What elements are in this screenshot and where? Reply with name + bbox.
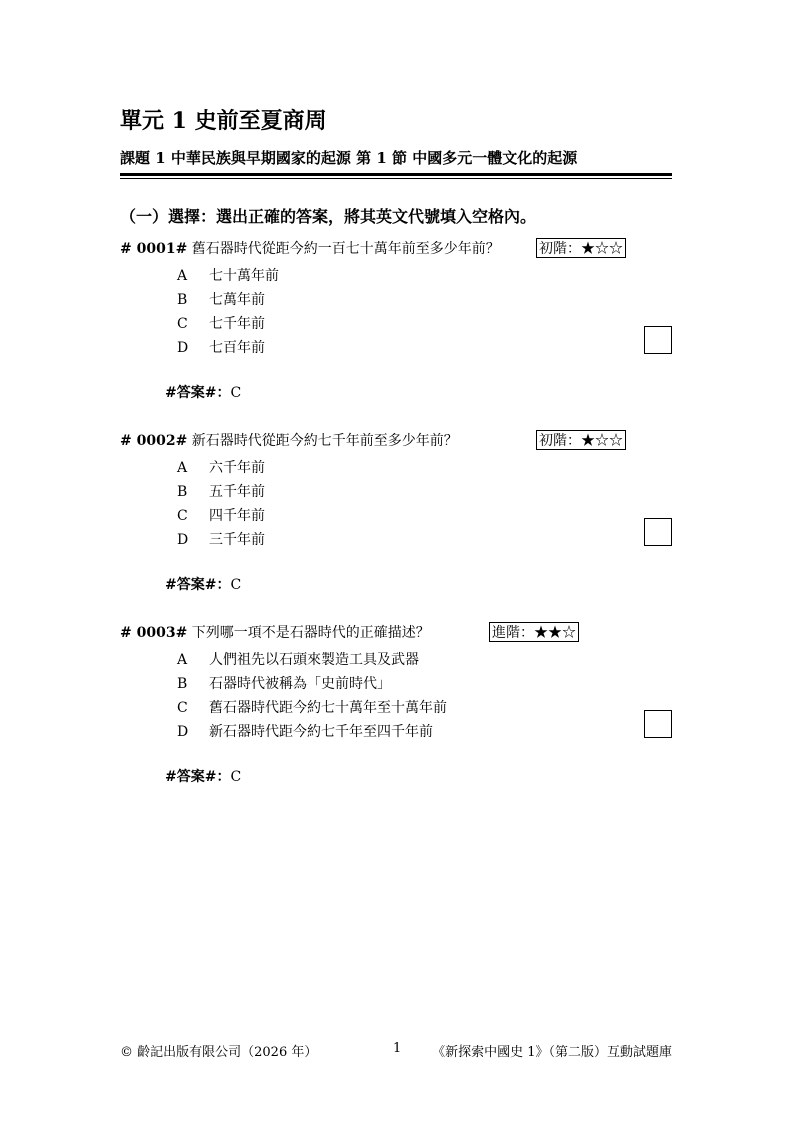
answer-box[interactable] [644, 710, 672, 738]
question-number: # 0003# [120, 625, 188, 641]
option-d [177, 528, 265, 552]
option-text: 新石器時代距今約七千年至四千年前 [209, 724, 433, 740]
option-letter: C [177, 700, 188, 716]
option-text: 七十萬年前 [209, 268, 279, 284]
option-letter: B [177, 484, 188, 500]
header-rule-thick [120, 173, 672, 176]
option-letter: D [177, 724, 189, 740]
section-heading: （一）選擇：選出正確的答案，將其英文代號填入空格內。 [120, 207, 537, 226]
option-text: 人們祖先以石頭來製造工具及武器 [209, 652, 419, 668]
answer-label: #答案#： [165, 769, 231, 785]
option-text: 七千年前 [209, 316, 265, 332]
option-b [177, 480, 265, 504]
footer-page-number: 1 [393, 1041, 402, 1056]
answer-value: C [230, 385, 242, 401]
question-text: 舊石器時代從距今約一百七十萬年前至多少年前？ [191, 241, 500, 257]
answer-line [165, 382, 241, 402]
option-c [177, 312, 279, 336]
option-letter: C [177, 508, 188, 524]
option-d [177, 336, 279, 360]
option-text: 六千年前 [209, 460, 265, 476]
option-a [177, 456, 265, 480]
question-0001 [120, 240, 672, 410]
answer-label: #答案#： [165, 385, 231, 401]
answer-box[interactable] [644, 518, 672, 546]
question-0003 [120, 624, 672, 794]
option-c [177, 696, 447, 720]
difficulty-badge: 進階：★★☆ [489, 622, 579, 642]
option-letter: D [177, 340, 189, 356]
option-letter: C [177, 316, 188, 332]
option-a [177, 648, 447, 672]
option-letter: A [177, 268, 188, 284]
option-letter: B [177, 676, 188, 692]
option-a [177, 264, 279, 288]
option-text: 四千年前 [209, 508, 265, 524]
option-letter: D [177, 532, 189, 548]
footer-copyright: © 齡記出版有限公司（2026 年） [120, 1045, 318, 1060]
option-list [177, 456, 265, 552]
question-number: # 0002# [120, 433, 188, 449]
unit-title: 單元 1 史前至夏商周 [120, 108, 327, 134]
question-stem [120, 240, 500, 258]
question-text: 新石器時代從距今約七千年前至多少年前？ [191, 433, 458, 449]
answer-line [165, 574, 241, 594]
question-number: # 0001# [120, 241, 188, 257]
option-d [177, 720, 447, 744]
option-text: 舊石器時代距今約七十萬年至十萬年前 [209, 700, 447, 716]
difficulty-badge: 初階：★☆☆ [536, 238, 626, 258]
topic-title: 課題 1 中華民族與早期國家的起源 第 1 節 中國多元一體文化的起源 [120, 149, 578, 167]
answer-label: #答案#： [165, 577, 231, 593]
difficulty-badge: 初階：★☆☆ [536, 430, 626, 450]
option-text: 三千年前 [209, 532, 265, 548]
option-b [177, 672, 447, 696]
option-list [177, 648, 447, 744]
question-text: 下列哪一項不是石器時代的正確描述？ [191, 625, 430, 641]
question-stem [120, 432, 458, 450]
answer-value: C [230, 577, 242, 593]
option-letter: A [177, 460, 188, 476]
answer-value: C [230, 769, 242, 785]
answer-line [165, 766, 241, 786]
header-rule-thin [120, 178, 672, 179]
option-text: 七萬年前 [209, 292, 265, 308]
option-letter: B [177, 292, 188, 308]
question-stem [120, 624, 430, 642]
option-text: 七百年前 [209, 340, 265, 356]
footer-book-title: 《新探索中國史 1》（第二版）互動試題庫 [432, 1045, 672, 1060]
option-text: 五千年前 [209, 484, 265, 500]
option-list [177, 264, 279, 360]
option-b [177, 288, 279, 312]
question-0002 [120, 432, 672, 602]
option-text: 石器時代被稱為「史前時代」 [209, 676, 391, 692]
answer-box[interactable] [644, 326, 672, 354]
option-c [177, 504, 265, 528]
option-letter: A [177, 652, 188, 668]
